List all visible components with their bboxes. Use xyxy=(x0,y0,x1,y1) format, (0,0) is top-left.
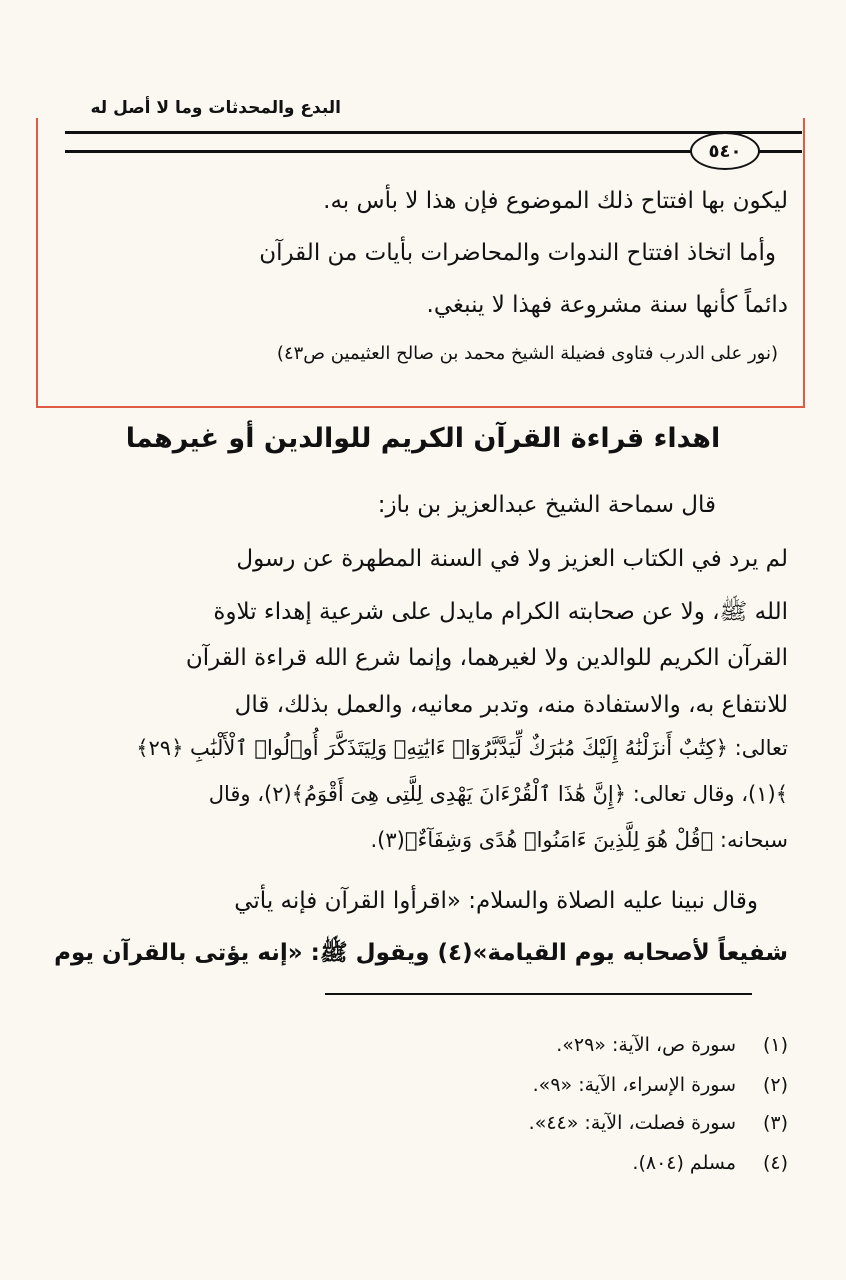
body-line: الله ﷺ، ولا عن صحابته الكرام مايدل على شرعية إهداء تلاوة xyxy=(213,599,788,625)
footnote-text: سورة فصلت، الآية: «٤٤». xyxy=(528,1112,736,1134)
footnote-rule xyxy=(325,993,752,995)
section-title: اهداء قراءة القرآن الكريم للوالدين أو غيرهما xyxy=(125,423,721,454)
footnote-number: (١) xyxy=(762,1034,788,1056)
body-line: لم يرد في الكتاب العزيز ولا في السنة المطهرة عن رسول xyxy=(236,546,788,572)
page-number: ٥٤٠ xyxy=(690,132,760,170)
footnote xyxy=(529,1112,788,1134)
footnote xyxy=(632,1152,788,1174)
body-line: وقال نبينا عليه الصلاة والسلام: «اقرأوا القرآن فإنه يأتي xyxy=(234,888,758,914)
quote-line: دائماً كأنها سنة مشروعة فهذا لا ينبغي. xyxy=(426,292,788,318)
footnote xyxy=(533,1074,788,1096)
footnote-number: (٢) xyxy=(762,1074,788,1096)
footnote-number: (٤) xyxy=(762,1152,788,1174)
body-line: للانتفاع به، والاستفادة منه، وتدبر معانيه، والعمل بذلك، قال xyxy=(234,692,788,718)
body-line: ﴾(١)، وقال تعالى: ﴿إِنَّ هَٰذَا ٱلْقُرْءَانَ يَهْدِى لِلَّتِى هِىَ أَقْوَمُ﴾(٢)، وقال xyxy=(208,782,788,806)
footnote xyxy=(556,1034,788,1056)
quote-source: (نور على الدرب فتاوى فضيلة الشيخ محمد بن صالح العثيمين ص٤٣) xyxy=(276,343,778,364)
running-header-title: البدع والمحدثات وما لا أصل له xyxy=(90,98,341,118)
body-line: قال سماحة الشيخ عبدالعزيز بن باز: xyxy=(377,492,716,518)
footnote-number: (٣) xyxy=(762,1112,788,1134)
footnote-text: سورة الإسراء، الآية: «٩». xyxy=(532,1074,736,1096)
body-line: تعالى: ﴿كِتَٰبٌ أَنزَلْنَٰهُ إِلَيْكَ مُبَٰرَكٌ لِّيَدَّبَّرُوٓا۟ ءَايَٰتِهِۦ وَلِيَتَذَكَّرَ أُو۟لُوا۟ ٱلْأَلْبَٰبِ ﴿٢٩﴾ xyxy=(136,736,788,760)
body-line: القرآن الكريم للوالدين ولا لغيرهما، وإنما شرع الله قراءة القرآن xyxy=(185,645,788,671)
body-line: شفيعاً لأصحابه يوم القيامة»(٤) ويقول ﷺ: «إنه يؤتى بالقرآن يوم xyxy=(54,940,788,966)
quote-line: ليكون بها افتتاح ذلك الموضوع فإن هذا لا بأس به. xyxy=(323,188,788,214)
footnote-text: سورة ص، الآية: «٢٩». xyxy=(556,1034,736,1056)
quote-line: وأما اتخاذ افتتاح الندوات والمحاضرات بأيات من القرآن xyxy=(259,240,776,266)
body-line: سبحانه: ﴿قُلْ هُوَ لِلَّذِينَ ءَامَنُوا۟ هُدًى وَشِفَآءٌ﴾(٣). xyxy=(370,828,788,852)
footnote-text: مسلم (٨٠٤). xyxy=(632,1152,736,1174)
